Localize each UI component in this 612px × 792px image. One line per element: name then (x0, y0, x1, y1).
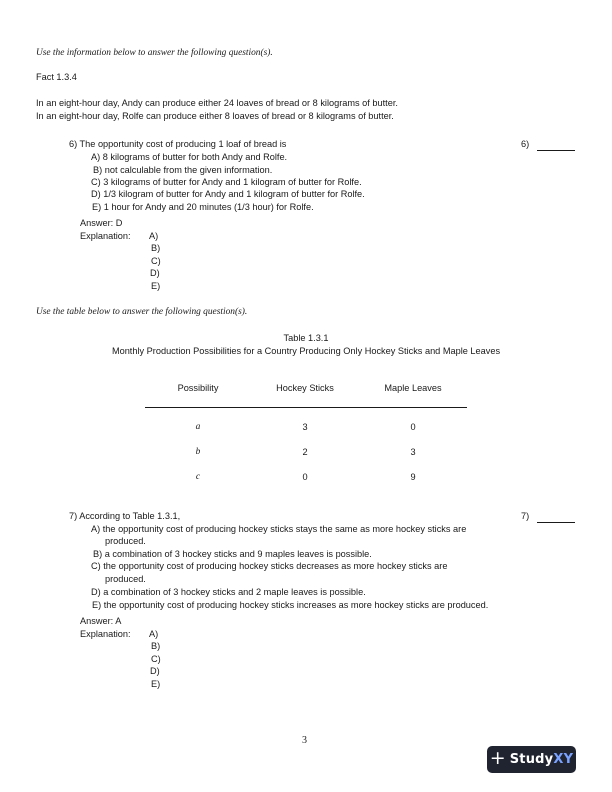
table-rule (145, 407, 467, 408)
explanation-label: Explanation: (80, 231, 131, 241)
answer-text: Answer: A (80, 616, 122, 626)
option: E) the opportunity cost of producing hockey sticks increases as more hockey sticks are produced. (92, 600, 489, 610)
table-cell: b (195, 447, 201, 457)
question-number: 6) (521, 139, 530, 149)
fact-line: In an eight-hour day, Andy can produce either 24 loaves of bread or 8 kilograms of butter. (36, 98, 398, 108)
instruction-text: Use the table below to answer the following question(s). (36, 307, 248, 317)
explanation-letter: A) (149, 231, 159, 241)
explanation-letter: B) (151, 641, 161, 651)
fact-line: In an eight-hour day, Rolfe can produce either 8 loaves of bread or 8 kilograms of butter. (36, 111, 394, 121)
studyxy-logo[interactable] (487, 746, 576, 773)
question-number: 7) (521, 511, 530, 521)
question-stem: 6) The opportunity cost of producing 1 loaf of bread is (69, 139, 287, 149)
table-cell: 0 (302, 472, 308, 482)
table-subtitle: Monthly Production Possibilities for a Country Producing Only Hockey Sticks and Maple Leaves (111, 346, 501, 356)
fact-title: Fact 1.3.4 (36, 72, 77, 82)
explanation-letter: E) (151, 281, 161, 291)
table-header: Possibility (177, 383, 219, 393)
option: D) a combination of 3 hockey sticks and 2 maple leaves is possible. (91, 587, 366, 597)
table-cell: 9 (410, 472, 416, 482)
option: A) 8 kilograms of butter for both Andy and Rolfe. (91, 152, 288, 162)
table-header: Hockey Sticks (276, 383, 334, 393)
explanation-label: Explanation: (80, 629, 131, 639)
explanation-letter: B) (151, 243, 161, 253)
table-cell: 0 (410, 422, 416, 432)
option: produced. (105, 536, 146, 546)
option: B) not calculable from the given information. (93, 165, 273, 175)
page-number: 3 (302, 735, 307, 746)
explanation-letter: E) (151, 679, 161, 689)
option: C) the opportunity cost of producing hockey sticks decreases as more hockey sticks are (91, 561, 448, 571)
plus-icon: + (489, 747, 506, 769)
explanation-letter: A) (149, 629, 159, 639)
explanation-letter: D) (150, 666, 160, 676)
explanation-letter: C) (151, 654, 161, 664)
answer-blank (537, 522, 575, 523)
option: A) the opportunity cost of producing hockey sticks stays the same as more hockey sticks are (91, 524, 467, 534)
answer-blank (537, 150, 575, 151)
table-cell: 3 (302, 422, 308, 432)
logo-text: StudyXY (509, 752, 574, 767)
table-cell: a (195, 422, 201, 432)
question-stem: 7) According to Table 1.3.1, (69, 511, 181, 521)
explanation-letter: C) (151, 256, 161, 266)
table-cell: 3 (410, 447, 416, 457)
instruction-text: Use the information below to answer the following question(s). (36, 48, 273, 58)
table-cell: c (195, 472, 201, 482)
explanation-letter: D) (150, 268, 160, 278)
table-cell: 2 (302, 447, 308, 457)
table-header: Maple Leaves (384, 383, 442, 393)
answer-text: Answer: D (80, 218, 123, 228)
option: B) a combination of 3 hockey sticks and 9 maples leaves is possible. (93, 549, 372, 559)
option: D) 1/3 kilogram of butter for Andy and 1 kilogram of butter for Rolfe. (91, 189, 365, 199)
table-title: Table 1.3.1 (283, 333, 329, 343)
option: C) 3 kilograms of butter for Andy and 1 kilogram of butter for Rolfe. (91, 177, 362, 187)
option: E) 1 hour for Andy and 20 minutes (1/3 hour) for Rolfe. (92, 202, 314, 212)
option: produced. (105, 574, 146, 584)
